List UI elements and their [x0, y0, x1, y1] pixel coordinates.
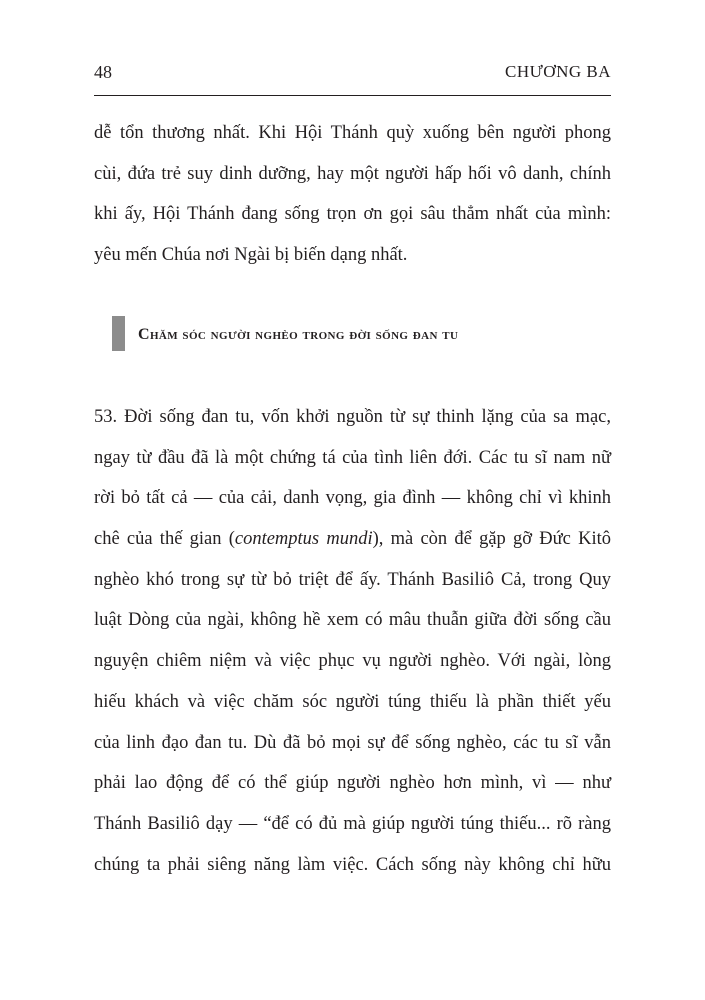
chapter-title: CHƯƠNG BA	[504, 62, 611, 81]
text-line: nguyện chiêm niệm và việc phục vụ người nghèo. Với ngài, lòng	[94, 651, 611, 672]
text-line: dễ tổn thương nhất. Khi Hội Thánh quỳ xuống bên người phong	[94, 123, 611, 143]
latin-term: contemptus mundi	[234, 529, 373, 550]
text-line: rời bỏ tất cả — của cải, danh vọng, gia đình — không chỉ vì khinh	[94, 488, 611, 509]
section-heading-bar	[112, 316, 125, 351]
text-line: của linh đạo đan tu. Dù đã bỏ mọi sự để sống nghèo, các tu sĩ vẫn	[94, 732, 611, 753]
text-line: 53. Đời sống đan tu, vốn khởi nguồn từ sự thinh lặng của sa mạc,	[94, 407, 611, 427]
text-segment: chê của thế gian (	[94, 529, 235, 550]
text-line: phải lao động để có thể giúp người nghèo hơn mình, vì — như	[94, 773, 611, 794]
text-line: Thánh Basiliô dạy — “để có đủ mà giúp người túng thiếu... rõ ràng	[94, 813, 611, 834]
page-number: 48	[94, 62, 112, 82]
section-heading: Chăm sóc người nghèo trong đời sống đan tu	[138, 326, 459, 343]
paragraph-1	[94, 113, 611, 276]
text-line: chúng ta phải siêng năng làm việc. Cách sống này không chỉ hữu	[94, 854, 611, 875]
text-line: yêu mến Chúa nơi Ngài bị biến dạng nhất.	[94, 245, 408, 266]
text-line: ngay từ đầu đã là một chứng tá của tình liên đới. Các tu sĩ nam nữ	[94, 447, 611, 468]
header-rule	[94, 95, 611, 96]
paragraph-53	[94, 397, 611, 885]
text-line: hiếu khách và việc chăm sóc người túng thiếu là phần thiết yếu	[94, 691, 611, 712]
text-segment: ), mà còn để gặp gỡ Đức Kitô	[372, 529, 612, 550]
text-line: luật Dòng của ngài, không hề xem có mâu thuẫn giữa đời sống cầu	[94, 610, 611, 631]
text-line-with-latin-term	[94, 519, 611, 560]
text-line: cùi, đứa trẻ suy dinh dưỡng, hay một người hấp hối vô danh, chính	[94, 163, 611, 184]
text-line: nghèo khó trong sự từ bỏ triệt để ấy. Thánh Basiliô Cả, trong Quy	[94, 569, 611, 590]
text-line: khi ấy, Hội Thánh đang sống trọn ơn gọi sâu thẳm nhất của mình:	[94, 204, 611, 225]
